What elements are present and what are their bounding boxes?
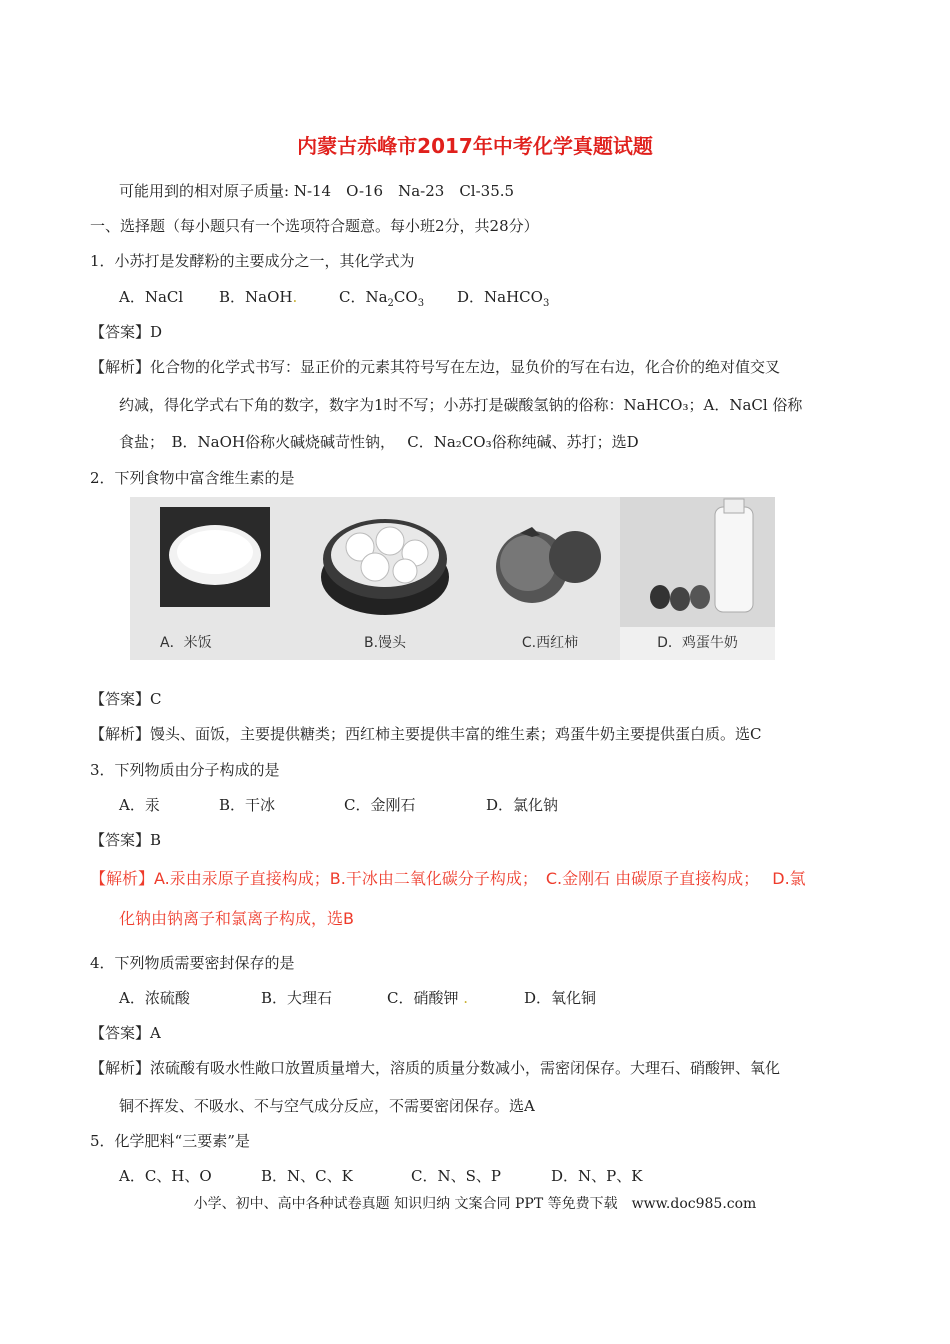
q4-answer: 【答案】A — [90, 1024, 161, 1042]
food-label-c: C.西红柿 — [521, 635, 579, 651]
q5-options — [119, 1166, 642, 1186]
q3-answer: 【答案】B — [90, 831, 162, 849]
footer-text: 小学、初中、高中各种试卷真题 知识归纳 文案合同 PPT 等免费下载 www.doc985.com — [193, 1196, 757, 1212]
q3-option-a: A．汞 — [119, 796, 160, 814]
q4-option-a: A．浓硫酸 — [119, 989, 190, 1007]
egg-milk-icon — [620, 497, 775, 627]
q2-answer: 【答案】C — [90, 690, 162, 708]
q2-analysis: 【解析】馒头、面饭，主要提供糖类；西红柿主要提供丰富的维生素；鸡蛋牛奶主要提供蛋白质。选C — [90, 725, 762, 743]
food-steamed-bun-image — [315, 497, 455, 660]
food-label-d: D．鸡蛋牛奶 — [657, 635, 738, 651]
q5-option-a: A．C、H、O — [119, 1167, 212, 1185]
q3-option-d: D．氯化钠 — [486, 796, 559, 814]
q5-option-d: D．N、P、K — [551, 1167, 643, 1185]
food-egg-milk-image — [620, 497, 775, 660]
page-title: 内蒙古赤峰市2017年中考化学真题试题 — [297, 134, 653, 158]
q2-stem: 2．下列食物中富含维生素的是 — [90, 469, 295, 487]
q3-analysis-line-2: 化钠由钠离子和氯离子构成，选B — [119, 909, 354, 928]
q1-analysis-line-3: 食盐； B．NaOH俗称火碱烧碱苛性钠， C．Na₂CO₃俗称纯碱、苏打；选D — [119, 433, 639, 451]
q1-option-d: D．NaHCO$_3$ — [457, 288, 550, 309]
food-rice-image — [150, 497, 280, 660]
q1-option-a: A．NaCl — [119, 288, 184, 306]
q1-option-b: B．NaOH. — [219, 288, 298, 306]
q5-stem: 5．化学肥料“三要素”是 — [90, 1132, 250, 1150]
rice-icon — [150, 497, 280, 627]
q5-option-c: C．N、S、P — [411, 1167, 501, 1185]
tomato-icon — [480, 497, 620, 627]
q5-option-b: B．N、C、K — [261, 1167, 353, 1185]
food-images — [130, 497, 775, 660]
food-tomato-image — [480, 497, 620, 660]
food-label-a: A．米饭 — [160, 635, 212, 651]
q1-option-c: C．$Na_2CO_3$ — [339, 288, 425, 309]
q4-option-d: D．氧化铜 — [524, 989, 597, 1007]
food-label-b: B.馒头 — [363, 635, 407, 651]
q3-stem: 3．下列物质由分子构成的是 — [90, 761, 280, 779]
q4-option-b: B．大理石 — [261, 989, 333, 1007]
steamed-bun-icon — [315, 497, 455, 627]
q4-analysis-line-1: 【解析】浓硫酸有吸水性敞口放置质量增大，溶质的质量分数减小，需密闭保存。大理石、硝酸钾、氧化 — [90, 1059, 781, 1077]
q3-analysis-line-1: 【解析】A.汞由汞原子直接构成；B.干冰由二氧化碳分子构成； C.金刚石 由碳原子直接构成； D.氯 — [90, 869, 806, 888]
q3-option-c: C．金刚石 — [344, 796, 416, 814]
q3-option-b: B．干冰 — [219, 796, 276, 814]
q1-options — [119, 287, 549, 314]
q4-option-c: C．硝酸钾 . — [387, 989, 469, 1007]
q4-stem: 4．下列物质需要密封保存的是 — [90, 954, 295, 972]
q1-analysis-line-2: 约减，得化学式右下角的数字，数字为1时不写；小苏打是碳酸氢钠的俗称：NaHCO₃；A．NaCl 俗称 — [119, 396, 803, 414]
section-heading: 一、选择题（每小题只有一个选项符合题意。每小班2分，共28分） — [90, 217, 539, 235]
q4-analysis-line-2: 铜不挥发、不吸水、不与空气成分反应，不需要密闭保存。选A — [119, 1097, 535, 1115]
atomic-mass-line: 可能用到的相对原子质量: N-14 O-16 Na-23 Cl-35.5 — [119, 182, 515, 200]
q1-answer: 【答案】D — [90, 323, 163, 341]
q4-options — [119, 988, 596, 1008]
q1-stem: 1．小苏打是发酵粉的主要成分之一，其化学式为 — [90, 252, 415, 270]
q3-options — [119, 795, 558, 815]
q1-analysis-line-1: 【解析】化合物的化学式书写：显正价的元素其符号写在左边，显负价的写在右边，化合价的绝对值交叉 — [90, 358, 781, 376]
